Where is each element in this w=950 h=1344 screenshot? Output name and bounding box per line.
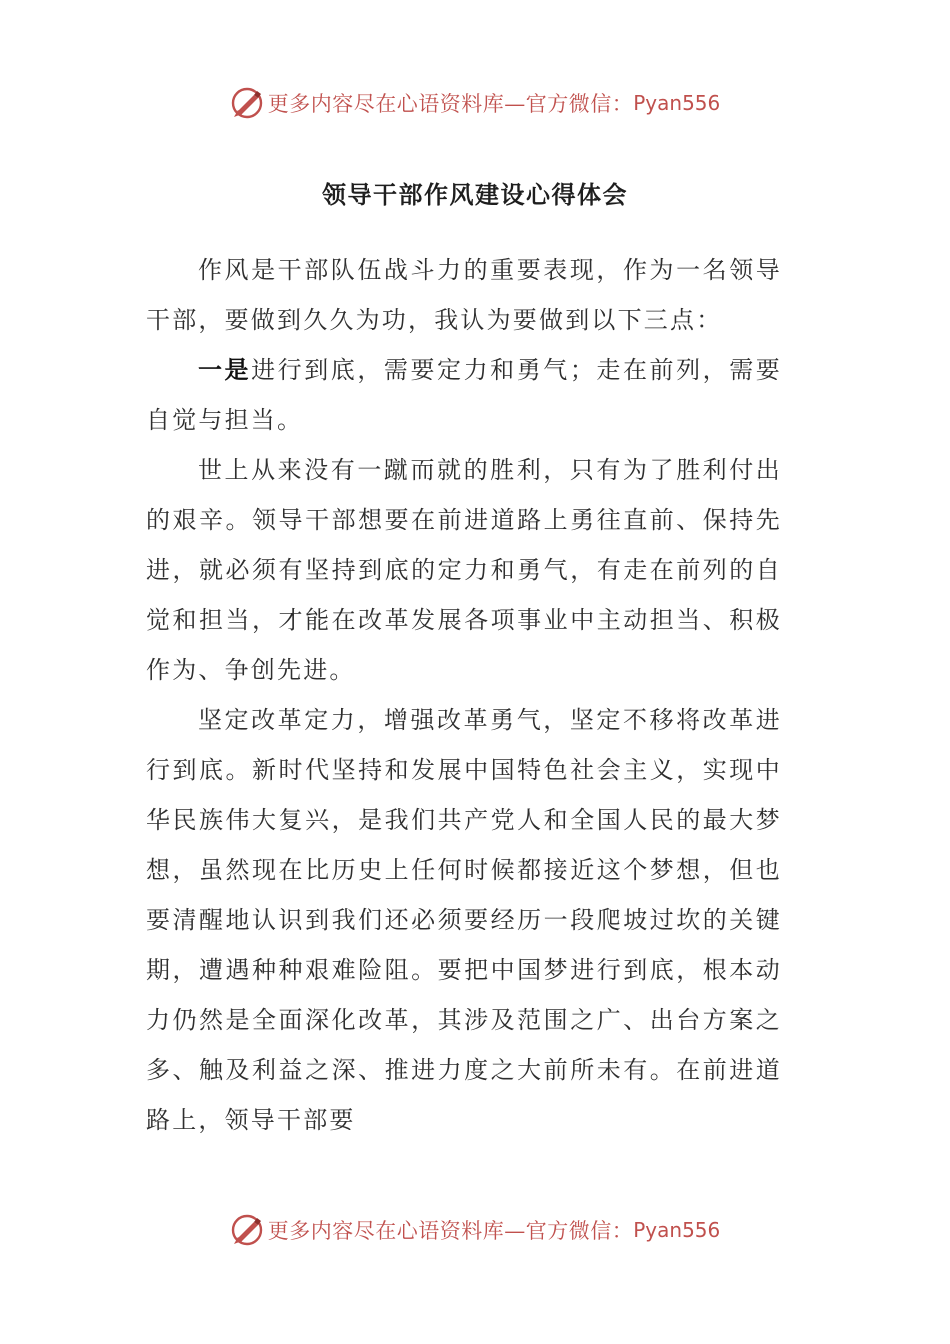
footer-banner [0,1208,950,1252]
paragraph [146,345,782,445]
paragraph-lead: 一是 [198,356,252,384]
paragraph: 世上从来没有一蹴而就的胜利，只有为了胜利付出的艰辛。领导干部想要在前进道路上勇往直前、保持先进，就必须有坚持到底的定力和勇气，有走在前列的自觉和担当，才能在改革发展各项事业中主动担当、积极作为、争创先进。 [146,456,782,684]
document-title: 领导干部作风建设心得体会 [322,181,628,209]
banner-text: 更多内容尽在心语资料库—官方微信： [267,92,634,116]
paragraph: 作风是干部队伍战斗力的重要表现，作为一名领导干部，要做到久久为功，我认为要做到以下三点： [146,256,782,334]
wechat-id: Pyan556 [633,91,721,115]
pen-logo-icon [230,1213,264,1247]
pen-logo-icon [230,86,264,120]
paragraph: 坚定改革定力，增强改革勇气，坚定不移将改革进行到底。新时代坚持和发展中国特色社会主义，实现中华民族伟大复兴，是我们共产党人和全国人民的最大梦想，虽然现在比历史上任何时候都接近这个梦想，但也要清醒地认识到我们还必须要经历一段爬坡过坎的关键期，遭遇种种艰难险阻。要把中国梦进行到底，根本动力仍然是全面深化改革，其涉及范围之广、出台方案之多、触及利益之深、推进力度之大前所未有。在前进道路上，领导干部要 [146,706,782,1134]
wechat-id: Pyan556 [633,1218,721,1242]
document-body [146,245,782,1145]
paragraph-text: 进行到底，需要定力和勇气；走在前列，需要自觉与担当。 [146,356,782,434]
header-banner [0,81,950,125]
banner-text: 更多内容尽在心语资料库—官方微信： [267,1219,634,1243]
